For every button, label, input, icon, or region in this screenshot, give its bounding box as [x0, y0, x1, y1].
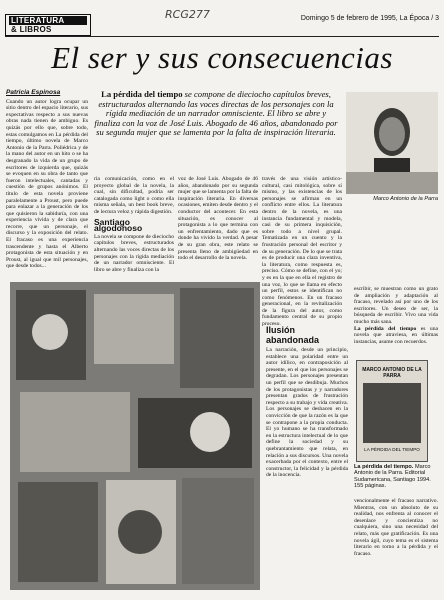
subhead-ilusion: Ilusión abandonada	[266, 325, 320, 345]
issue-date: Domingo 5 de febrero de 1995, La Época / 3	[300, 15, 439, 22]
column-5-text-2: es una novela que atraviesa, en últimas instancias, asume con recuerdos.	[354, 325, 438, 345]
collage-image	[10, 282, 260, 590]
column-3-text: voz de José Luis. Abogado de 46 años, abandonado por su segunda mujer que se lamenta por la falta de inspiración literaria. En diversas ocasiones, emiten desde dentro y el conductor del acontecer. En esta situación, es conocer al protagonista a lo que termina con un enfrentamiento, dado que es donde ha vivido la verdad. A pesar de su gran obra, este relato se presenta lleno de ambigüedad en todo el desarrollo de la novela.	[178, 176, 258, 262]
headline: El ser y sus consecuencias	[51, 40, 393, 75]
collage-illustration	[10, 282, 260, 590]
page-header	[5, 8, 439, 34]
column-4	[262, 176, 342, 328]
column-5-text: escribir, se muestran como un grato de ampliación y adaptación al fracaso, revelado así por uno de los escritores. Un deseo de ser, la búsqueda de escribir. Vivo una vida mucho más sana.	[354, 286, 438, 325]
column-5-bold: La pérdida del tiempo	[354, 325, 417, 332]
lead-title: La pérdida del tiempo	[101, 89, 183, 99]
section-label	[5, 14, 91, 36]
book-caption-title: La pérdida del tiempo.	[354, 464, 414, 470]
lead-paragraph	[94, 90, 338, 138]
handwritten-annotation: RCG277	[165, 8, 210, 21]
lead-body: se compone de dieciocho capítulos breves, estructurados alternando las voces directas de los personajes con la rígida mediación de un narrador omnisciente. El libro se abre y finaliza con la voz de José Luis. Abogado de 46 años, abandonado por su segunda mujer que se lamenta por la falta de inspiración literaria.	[94, 89, 338, 138]
column-2-text: ria comunicación, como en el proyecto global de la novela, la cual, sin dificultad, podría ser catalogada como light o como ella misma señala, un best book breve, de lectura veloz y rápida digestión.	[94, 176, 174, 215]
column-1	[6, 90, 88, 270]
column-3	[178, 176, 258, 262]
column-5-text-3: vencionalmente el fracaso narrativo. Mientras, con un absoluto de su realidad, nos enfrenta al conocer el desenlace y concientiza no cualquiera, sino una necesidad del relato, más que gratificación. Es una novela ágil, cuyo tema es el sistema literario en torno a la pérdida y el fracaso.	[354, 498, 438, 557]
column-5	[354, 286, 438, 345]
column-1-text: Cuando un autor logra ocupar un sitio dentro del espacio literario, sus expectativas respecto a sus nuevas obras nada tienen de ambiguo. Es quizás por ello que, sobre todo, estas comulgamos en La pérdida del tiempo, último novela de Marco Antonio de la Parra. Poliédrica y de la mano del autor en un hito o se ha desgranado la vida de un grupo de escritores de izquierda que, quizás se evoquen en su obra de tanto que fueron intelectuales, cantadas y cuestión de grupos anónimos. El título de esta novela proviene paralelamente a Proust, pero puede para enlazar a la generación de los que quisieron la sabiduría, con una experiencia vivida y de clara que recorre, que un personaje, el discurso y la exposición del relato. El fracaso es una experiencia trascendente y hasta el Alberto protagonista de esta situación y en Proust, al igual que mil personajes, que desde todos...	[6, 98, 88, 270]
section-label-bottom: & LIBROS	[11, 25, 52, 34]
book-title: LA PÉRDIDA DEL TIEMPO	[364, 447, 420, 452]
byline: Patricia Espinosa	[6, 89, 61, 96]
column-5-bottom	[354, 498, 438, 557]
column-2-text-2: La novela se compone de dieciocho capítulos breves, estructurados alternando las voces directas de los personajes con la rígida mediación de un narrador omnisciente. El libro se abre y finaliza con la	[94, 233, 174, 273]
header-rule	[5, 36, 439, 37]
column-4-text: través de una visión artístico-cultural, casi mitológica, sobre sí mismo, y las existencias de los personajes se afirman en un conflicto entre ellos. La literatura dentro de la novela, es una instancia fundamental y modela, casi de su primera inquisición, sobre todo a nivel grupal. Tematizada en un cuento y la frustración personal del escritor y de su generación. De lo que se trata es de producir una clara inventiva, la literatura, como respuesta es, preciso. Cómo se define, con el yo; y es en la que en ella el registro de una voz, lo que se llama en efecto un perfil, estos se identifican no como fenómenos. En un fracaso generacional, en la revitalización de la figura del autor, como fundamento central de su propio proceso.	[262, 176, 342, 328]
portrait-image	[346, 92, 438, 194]
book-cover-art	[363, 383, 421, 443]
section-label-top: LITERATURA	[9, 16, 87, 25]
book-caption-text: Marco Antonio de la Parra. Editorial Sudamericana, Santiago 1994. 155 páginas.	[354, 464, 431, 490]
author-portrait	[346, 92, 438, 194]
book-cover	[356, 360, 428, 462]
column-ilusion	[266, 322, 348, 479]
portrait-caption: Marco Antonio de la Parra	[373, 196, 438, 202]
subhead-santiago: Santiago algodonoso	[94, 216, 143, 234]
column-2	[94, 176, 174, 273]
ilusion-text: La narración, desde un principio, establece una polaridad entre un autor idílico, en contraposición al presente, en el que los personajes se degradan. Los personajes presentan un perfil que se desdibuja. Muchos de los protagonistas y y narradores presentan grados de frustración respecto a su trabajo y vida creativa. Los personajes se deshacen en la convicción de que la razón es la que se contrapone a la propia conducta. El yo humano se ha transformado en la estructura intelectual de lo que define la sociedad y su quebrantamiento que relata, en relación a sus discursos. Una novela exacerbada por el contexto, entre el constructor, la felicidad y la pérdida de la inocencia.	[266, 347, 348, 479]
book-caption	[354, 464, 440, 490]
book-author: MARCO ANTONIO DE LA PARRA	[362, 367, 422, 379]
